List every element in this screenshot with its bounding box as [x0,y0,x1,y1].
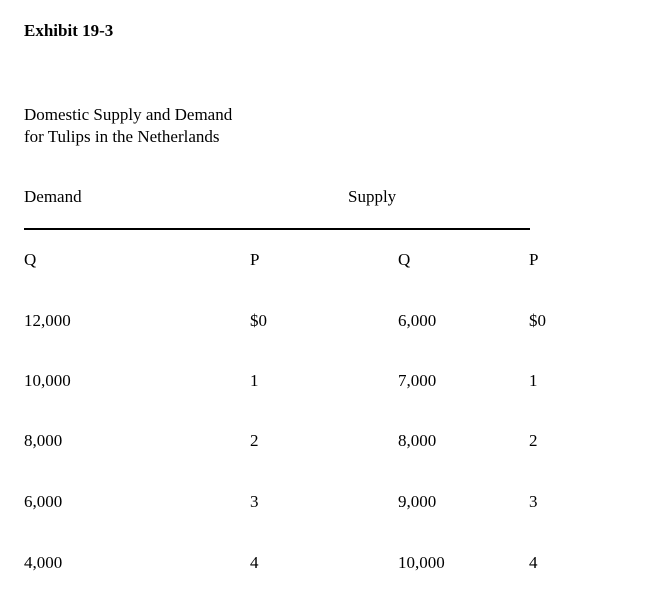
supply-price-cell: 2 [529,431,538,450]
demand-quantity-cell: 10,000 [24,371,71,390]
table-title-line-1: Domestic Supply and Demand [24,105,233,124]
supply-price-cell: $0 [529,311,546,330]
column-header-supply-p: P [529,250,539,269]
supply-quantity-cell: 9,000 [398,492,437,511]
demand-heading: Demand [24,187,82,206]
header-rule [24,228,530,230]
supply-quantity-cell: 10,000 [398,553,445,572]
supply-quantity-cell: 8,000 [398,431,437,450]
supply-heading: Supply [348,187,397,206]
supply-quantity-cell: 7,000 [398,371,437,390]
demand-price-cell: 3 [250,492,259,511]
demand-quantity-cell: 12,000 [24,311,71,330]
column-header-demand-p: P [250,250,260,269]
supply-price-cell: 3 [529,492,538,511]
demand-price-cell: $0 [250,311,267,330]
exhibit-label: Exhibit 19-3 [24,21,114,40]
table-title [24,104,232,148]
table-title-line-2: for Tulips in the Netherlands [24,127,220,146]
supply-quantity-cell: 6,000 [398,311,437,330]
demand-quantity-cell: 8,000 [24,431,63,450]
demand-price-cell: 2 [250,431,259,450]
column-header-supply-q: Q [398,250,411,269]
demand-price-cell: 4 [250,553,259,572]
demand-quantity-cell: 6,000 [24,492,63,511]
supply-price-cell: 1 [529,371,538,390]
supply-price-cell: 4 [529,553,538,572]
column-header-demand-q: Q [24,250,37,269]
demand-quantity-cell: 4,000 [24,553,63,572]
demand-price-cell: 1 [250,371,259,390]
